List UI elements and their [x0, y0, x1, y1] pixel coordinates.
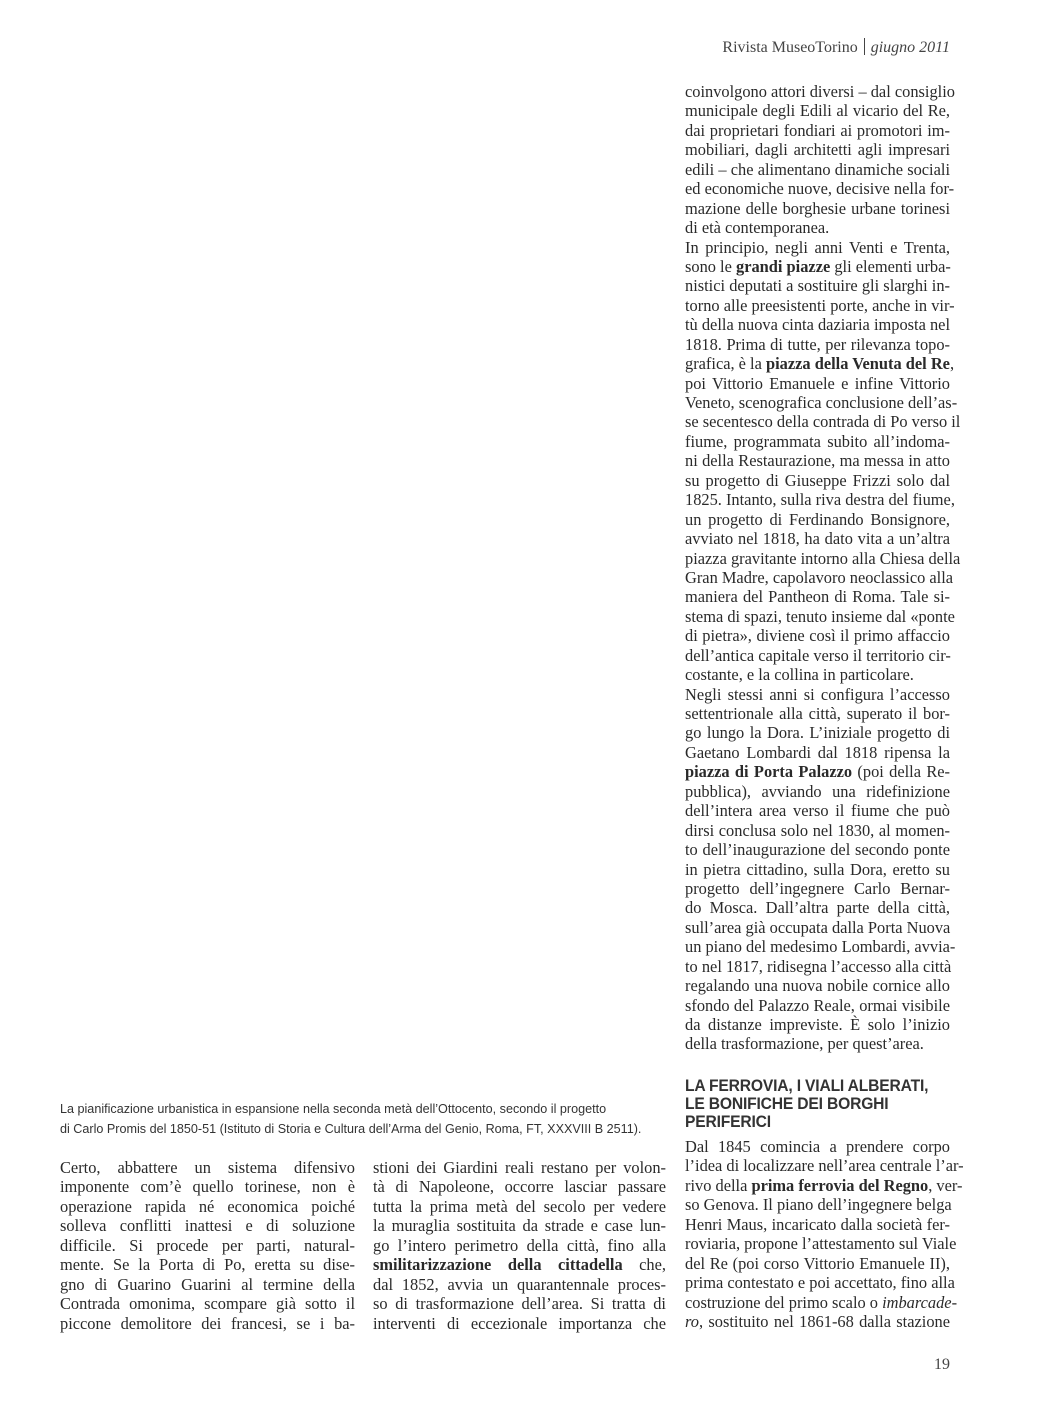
text-line: sono le grandi piazze gli elementi urba-	[685, 256, 951, 276]
issue-date: giugno 2011	[870, 39, 950, 56]
text-line: progetto dell’ingegnere Carlo Bernar-	[685, 878, 950, 898]
text-line: solleva conflitti inattesi e di soluzione	[60, 1216, 355, 1236]
section-heading-line: LA FERROVIA, I VIALI ALBERATI,	[685, 1076, 929, 1095]
caption-line: La pianificazione urbanistica in espansione nella seconda metà dell’Ottocento, secondo il progetto	[60, 1102, 607, 1116]
text-line: 1825. Intanto, sulla riva destra del fiume,	[685, 490, 955, 510]
text-line: Gaetano Lombardi dal 1818 ripensa la	[685, 742, 950, 762]
text-line: costante, e la collina in particolare.	[685, 665, 914, 685]
right-column-bottom-text	[685, 1137, 964, 1331]
text-line: sull’area già occupata dalla Porta Nuova	[685, 917, 951, 937]
text-line: prima contestato e poi accettato, fino alla	[685, 1273, 955, 1293]
text-line: stema di spazi, tenuto insieme dal «ponte	[685, 606, 955, 626]
text-line: stioni dei Giardini reali restano per volon-	[373, 1158, 666, 1177]
text-line: go lungo la Dora. L’iniziale progetto di	[685, 723, 950, 743]
text-line: smilitarizzazione della cittadella che,	[373, 1255, 666, 1275]
text-line: to dell’inaugurazione del secondo ponte	[685, 840, 950, 860]
publication-name: Rivista MuseoTorino	[722, 39, 858, 56]
text-line: dai proprietari fondiari ai promotori im-	[685, 120, 950, 140]
text-line: torno alle preesistenti porte, anche in vir-	[685, 295, 955, 315]
text-line: ro, sostituito nel 1861-68 dalla stazione	[685, 1311, 950, 1331]
text-line: ed economiche nuove, decisive nella for-	[685, 179, 955, 199]
text-line: mazione delle borghesie urbane torinesi	[685, 198, 950, 218]
text-line: go l’intero perimetro della città, fino alla	[373, 1235, 666, 1255]
text-line: tà di Napoleone, occorre lasciar passare	[373, 1177, 666, 1197]
text-line: poi Vittorio Emanuele e infine Vittorio	[685, 373, 950, 393]
text-line: della trasformazione, per quest’area.	[685, 1034, 924, 1054]
text-line: so Genova. Il piano dell’ingegnere belga	[685, 1195, 952, 1215]
text-line: da distanze impreviste. È solo l’inizio	[685, 1015, 950, 1034]
text-line: nistici deputati a sostituire gli slarghi in-	[685, 276, 950, 296]
text-line: to nel 1817, ridisegna l’accesso alla città	[685, 956, 952, 976]
text-line: Veneto, scenografica conclusione dell’as-	[685, 393, 958, 412]
running-header	[722, 38, 950, 57]
left-column-text	[60, 1158, 355, 1333]
text-line: un progetto di Ferdinando Bonsignore,	[685, 509, 950, 529]
text-line: so di trasformazione dell’area. Si tratta di	[373, 1294, 666, 1314]
text-line: se secentesco della contrada di Po verso il	[685, 412, 961, 432]
text-line: Dal 1845 comincia a prendere corpo	[685, 1137, 950, 1156]
text-line: Negli stessi anni si configura l’accesso	[685, 684, 950, 704]
text-line: piazza di Porta Palazzo (poi della Re-	[685, 762, 950, 782]
text-line: di età contemporanea.	[685, 218, 830, 238]
text-line: In principio, negli anni Venti e Trenta,	[685, 237, 950, 257]
text-line: interventi di eccezionale importanza che	[373, 1313, 666, 1333]
text-line: dirsi conclusa solo nel 1830, al momen-	[685, 820, 950, 840]
text-line: dal 1852, avvia un quarantennale proces-	[373, 1274, 666, 1294]
section-heading	[685, 1077, 929, 1131]
text-line: mente. Se la Porta di Po, eretta su dise-	[60, 1255, 355, 1275]
text-line: piazza gravitante intorno alla Chiesa della	[685, 548, 961, 568]
text-line: su progetto di Giuseppe Frizzi solo dal	[685, 470, 950, 490]
section-heading-line: LE BONIFICHE DEI BORGHI PERIFERICI	[685, 1094, 889, 1131]
text-line: dell’intera area verso il fiume che può	[685, 801, 950, 821]
text-line: di pietra», diviene così il primo affaccio	[685, 626, 950, 646]
text-line: edili – che alimentano dinamiche sociali	[685, 159, 950, 179]
figure-caption	[60, 1099, 660, 1139]
text-line: do Mosca. Dall’altra parte della città,	[685, 898, 950, 918]
text-line: sfondo del Palazzo Reale, ormai visibile	[685, 995, 950, 1015]
header-separator	[864, 38, 865, 55]
text-line: grafica, è la piazza della Venuta del Re,	[685, 354, 955, 374]
text-line: dell’antica capitale verso il territorio cir-	[685, 645, 951, 665]
text-line: Gran Madre, capolavoro neoclassico alla	[685, 567, 954, 587]
text-line: maniera del Pantheon di Roma. Tale si-	[685, 587, 950, 607]
text-line: Certo, abbattere un sistema difensivo	[60, 1158, 355, 1177]
text-line: tù della nuova cinta daziaria imposta nel	[685, 315, 950, 335]
text-line: settentrionale alla città, superato il bor-	[685, 704, 950, 723]
text-line: la muraglia sostituita da strade e case lun-	[373, 1216, 666, 1236]
middle-column-text	[373, 1158, 666, 1333]
page-number: 19	[934, 1356, 950, 1373]
text-line: ni della Restaurazione, ma messa in atto	[685, 451, 950, 471]
text-line: rivo della prima ferrovia del Regno, ver-	[685, 1175, 963, 1195]
text-line: del Re (poi corso Vittorio Emanuele II),	[685, 1253, 950, 1273]
text-line: fiume, programmata subito all’indoma-	[685, 431, 950, 451]
right-column-text	[685, 82, 961, 1054]
text-line: Contrada omonima, scompare già sotto il	[60, 1294, 355, 1314]
text-line: operazione rapida né economica poiché	[60, 1196, 355, 1216]
text-line: un piano del medesimo Lombardi, avvia-	[685, 937, 956, 957]
text-line: 1818. Prima di tutte, per rilevanza topo-	[685, 334, 950, 354]
text-line: mobiliari, dagli architetti agli impresari	[685, 140, 950, 160]
text-line: costruzione del primo scalo o imbarcade-	[685, 1292, 958, 1312]
text-line: Henri Maus, incaricato dalla società fer-	[685, 1214, 950, 1234]
text-line: l’idea di localizzare nell’area centrale l’ar-	[685, 1156, 964, 1176]
text-line: in pietra cittadino, sulla Dora, eretto su	[685, 859, 950, 879]
text-line: difficile. Si procede per parti, natural-	[60, 1235, 355, 1255]
text-line: roviaria, propone l’attestamento sul Viale	[685, 1234, 957, 1254]
text-line: coinvolgono attori diversi – dal consiglio	[685, 82, 955, 101]
text-line: imponente com’è quello torinese, non è	[60, 1177, 355, 1197]
text-line: piccone demolitore dei francesi, se i ba-	[60, 1313, 355, 1333]
text-line: regalando una nuova nobile cornice allo	[685, 976, 950, 996]
caption-line: di Carlo Promis del 1850-51 (Istituto di Storia e Cultura dell’Arma del Genio, Roma, FT, XXXVIII B 2511).	[60, 1122, 642, 1136]
text-line: avviato nel 1818, ha dato vita a un’altra	[685, 529, 950, 549]
text-line: gno di Guarino Guarini al termine della	[60, 1274, 355, 1294]
text-line: pubblica), avviando una ridefinizione	[685, 781, 950, 801]
text-line: tutta la prima metà del secolo per vedere	[373, 1196, 666, 1216]
text-line: municipale degli Edili al vicario del Re,	[685, 101, 950, 121]
